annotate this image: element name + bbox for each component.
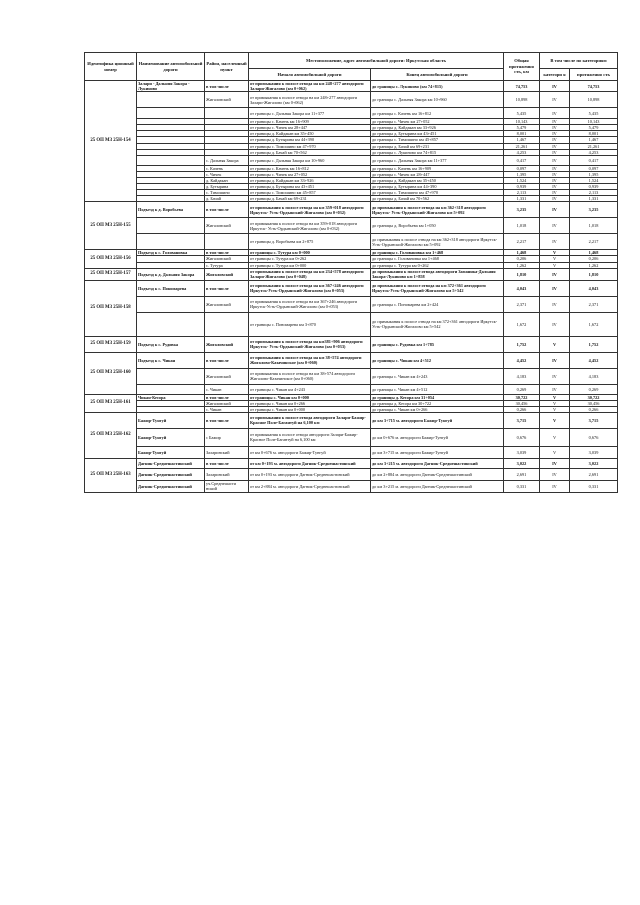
category-length-cell: 1,752	[570, 336, 618, 352]
category-length-cell: 0,269	[570, 384, 618, 394]
start-cell: от границы с. Чичек км 28+447	[249, 125, 371, 131]
total-length-cell: 1,331	[504, 196, 540, 202]
end-cell: до границы д. Бачай км 69+231	[371, 143, 504, 149]
total-length-cell: 3,235	[504, 202, 540, 218]
district-cell: с. Чикан	[205, 384, 249, 394]
category-cell: IV	[540, 143, 570, 149]
end-cell: до границы д. Кеєора км 31+054	[371, 394, 504, 400]
road-name-cell: Бажир-Тунгуй	[137, 446, 205, 458]
district-cell: с. Тутура	[205, 262, 249, 268]
end-cell: до границы с. Пономарева км 2+424	[371, 296, 504, 312]
header-len: протяженно сть	[570, 69, 618, 81]
category-length-cell: 2,371	[570, 296, 618, 312]
category-length-cell: 4,452	[570, 352, 618, 368]
road-name-cell	[137, 218, 205, 234]
total-length-cell: 0,269	[504, 384, 540, 394]
road-name-cell	[137, 384, 205, 394]
road-id-cell: 25 ОП МЗ 25Н-156	[85, 250, 137, 268]
category-length-cell: 4,253	[570, 149, 618, 155]
end-cell: до границы с. Дальняя Закора км 10+960	[371, 92, 504, 108]
road-id-cell: 25 ОП МЗ 25Н-154	[85, 81, 137, 202]
category-length-cell: 2,217	[570, 234, 618, 250]
end-cell: до примыкания к полосе отвода на км 362+318 автодороги Иркутск-Усть-Ордынский-Жигалово км 5+092	[371, 234, 504, 250]
category-cell: IV	[540, 81, 570, 92]
table-row	[85, 202, 618, 218]
total-length-cell: 2,691	[504, 468, 540, 480]
category-cell: IV	[540, 165, 570, 171]
document-page	[84, 52, 617, 493]
total-length-cell: 3,715	[504, 412, 540, 428]
category-cell: IV	[540, 184, 570, 190]
start-cell: от границы с. Тимошино км 45+857	[249, 190, 371, 196]
road-name-cell	[137, 155, 205, 165]
total-length-cell: 1,752	[504, 336, 540, 352]
total-length-cell: 1,395	[504, 171, 540, 177]
start-cell: от примыкания к полосе отвода на км 38+574 автодороги Жигалово-Казачинское (км 0+060)	[249, 352, 371, 368]
total-length-cell: 1,468	[504, 250, 540, 256]
table-row	[85, 480, 618, 492]
start-cell: от границы с. Чичек км 27+052	[249, 171, 371, 177]
table-row	[85, 458, 618, 468]
category-cell: V	[540, 336, 570, 352]
district-cell: уч.Среднешасти нский	[205, 480, 249, 492]
start-cell: от границы с. Дальняя Закора км 10+960	[249, 155, 371, 165]
start-cell: от границы д. Бутырина км 43+451	[249, 184, 371, 190]
category-cell: IV	[540, 155, 570, 165]
district-cell: Жигаловский	[205, 336, 249, 352]
start-cell: от границы д. Бачай км 69+231	[249, 196, 371, 202]
end-cell: до границы с. Дальняя Закора км 11+377	[371, 155, 504, 165]
table-row	[85, 446, 618, 458]
category-length-cell: 3,039	[570, 446, 618, 458]
end-cell: до границы с. Лукиново км 74+815	[371, 149, 504, 155]
end-cell: до границы с. Головановка км 1+468	[371, 256, 504, 262]
table-row	[85, 312, 618, 336]
end-cell: до границы с. Тимошино км 47+970	[371, 190, 504, 196]
end-cell: до границы д. Кайдакан км 35+450	[371, 177, 504, 183]
total-length-cell: 2,371	[504, 296, 540, 312]
road-id-cell: 25 ОП МЗ 25Н-155	[85, 202, 137, 250]
district-cell: с. Тимошино	[205, 190, 249, 196]
total-length-cell: 0,417	[504, 155, 540, 165]
end-cell: до границы с. Чичек км 27+052	[371, 119, 504, 125]
category-cell: V	[540, 262, 570, 268]
start-cell: от границы с. Качень км 16+812	[249, 165, 371, 171]
road-name-cell: Дагник-Среднешастинский	[137, 458, 205, 468]
district-cell	[205, 312, 249, 336]
category-cell: IV	[540, 480, 570, 492]
start-cell: от границы с. Качень км 16+909	[249, 119, 371, 125]
road-id-cell: 25 ОП МЗ 25Н-163	[85, 458, 137, 492]
district-cell: Жигаловский	[205, 268, 249, 280]
district-cell: Заларинский	[205, 468, 249, 480]
end-cell: до границы д. Кайдакан км 33+926	[371, 125, 504, 131]
end-cell: до границы с. Качень км 16+812	[371, 108, 504, 119]
end-cell: до границы д. Бутырина км 43+451	[371, 131, 504, 137]
category-length-cell: 1,468	[570, 250, 618, 256]
header-location: Местоположение, адрес автомобильной дороги: Иркутская область	[249, 53, 504, 69]
road-id-cell: 25 ОП МЗ 25Н-162	[85, 412, 137, 458]
road-id-cell: 25 ОП МЗ 25Н-160	[85, 352, 137, 394]
total-length-cell: 0,331	[504, 480, 540, 492]
table-row	[85, 108, 618, 119]
total-length-cell: 3,039	[504, 446, 540, 458]
start-cell: от примыкания к полосе отвода на км 367+246 автодороги Иркутск-Усть-Ордынский-Жигалово (км 0+053)	[249, 296, 371, 312]
total-length-cell: 0,206	[504, 256, 540, 262]
category-cell: IV	[540, 218, 570, 234]
header-end: Конец автомобильной дороги	[371, 69, 504, 81]
end-cell: до границы с. Чикан км 4+512	[371, 384, 504, 394]
road-id-cell: 25 ОП МЗ 25Н-158	[85, 280, 137, 336]
district-cell: Жигаловский	[205, 296, 249, 312]
end-cell: до км 3+215 м. автодороги Дагник-Среднешастинский	[371, 480, 504, 492]
road-name-cell: Подъезд к д. Воробьева	[137, 202, 205, 218]
start-cell: от примыкания к полосе отвода на км 359+018 автодороги Иркутск- Усть-Ордынский-Жигалово (км 0+032)	[249, 218, 371, 234]
road-name-cell: Подъезд к с. Чикан	[137, 352, 205, 368]
category-cell: IV	[540, 202, 570, 218]
total-length-cell: 4,452	[504, 352, 540, 368]
district-cell: в том числе	[205, 352, 249, 368]
total-length-cell: 21,261	[504, 143, 540, 149]
roads-table	[84, 52, 618, 493]
category-cell: IV	[540, 108, 570, 119]
table-row	[85, 412, 618, 428]
total-length-cell: 10,143	[504, 119, 540, 125]
end-cell: до границы с. Чикан км 4+243	[371, 368, 504, 384]
start-cell: от границы с. Дальняя Закора км 11+377	[249, 108, 371, 119]
header-district: Район, населенный пункт	[205, 53, 249, 81]
category-length-cell: 3,235	[570, 202, 618, 218]
category-cell: V	[540, 256, 570, 262]
total-length-cell: 5,435	[504, 108, 540, 119]
road-name-cell: Бажир-Тунгуй	[137, 412, 205, 428]
start-cell: от границы д. Бачай км 70+562	[249, 149, 371, 155]
start-cell: от км 2+884 м. автодороги Дагник-Среднешастинский	[249, 480, 371, 492]
start-cell: от км 0+676 м. автодороги Бажир-Тунгуй	[249, 446, 371, 458]
end-cell: до примыкания к полосе отвода автодороги Заманнка-Дальняя Закора-Лукиново км 1+858	[371, 268, 504, 280]
table-row	[85, 336, 618, 352]
road-name-cell	[137, 234, 205, 250]
category-length-cell: 1,810	[570, 268, 618, 280]
total-length-cell: 30,456	[504, 400, 540, 406]
end-cell: до границы с. Лукиново (км 74+815)	[371, 81, 504, 92]
end-cell: до границы с. Головановка км 1+468	[371, 250, 504, 256]
total-length-cell: 10,898	[504, 92, 540, 108]
road-name-cell	[137, 368, 205, 384]
district-cell: в том числе	[205, 250, 249, 256]
total-length-cell: 2,217	[504, 234, 540, 250]
category-length-cell: 0,206	[570, 256, 618, 262]
category-length-cell: 30,722	[570, 394, 618, 400]
road-name-cell: Подъезд к д. Дальняя Закора	[137, 268, 205, 280]
district-cell: д. Бачай	[205, 196, 249, 202]
road-name-cell	[137, 108, 205, 119]
start-cell: от примыкания к полосе отвода на км 248+277 автодороги Залари-Жигалово (км 0+062)	[249, 92, 371, 108]
header-cat: категори я	[540, 69, 570, 81]
start-cell: от примыкания к полосе отвода на км 234+578 автодороги Залари-Жигалово (км 0+048)	[249, 268, 371, 280]
category-cell: IV	[540, 137, 570, 143]
end-cell: до границы с. Чикан км 0+266	[371, 406, 504, 412]
table-row	[85, 352, 618, 368]
district-cell	[205, 234, 249, 250]
total-length-cell: 1,262	[504, 262, 540, 268]
category-length-cell: 0,939	[570, 184, 618, 190]
district-cell: с. Качень	[205, 165, 249, 171]
end-cell: до км 3+715 м. автодороги Бажир-Тунгуй	[371, 446, 504, 458]
start-cell: от границы д. Бутырина км 44+390	[249, 137, 371, 143]
start-cell: от границы д. Воробьева км 2+875	[249, 234, 371, 250]
end-cell: до км 3+215 м. автодороги Дагник-Среднешастинский	[371, 458, 504, 468]
category-length-cell: 4,043	[570, 280, 618, 296]
category-cell: IV	[540, 468, 570, 480]
category-length-cell: 4,183	[570, 368, 618, 384]
total-length-cell: 0,939	[504, 184, 540, 190]
category-length-cell: 0,097	[570, 165, 618, 171]
category-cell: IV	[540, 92, 570, 108]
category-length-cell: 21,261	[570, 143, 618, 149]
category-length-cell: 2,113	[570, 190, 618, 196]
category-length-cell: 1,262	[570, 262, 618, 268]
start-cell: от примыкания к полосе отвода на км381+906 автодороги Иркутск- Усть-Ордынский-Жигалово (км 0+033)	[249, 336, 371, 352]
district-cell: Жигаловский	[205, 256, 249, 262]
road-name-cell: Бажир-Тунгуй	[137, 428, 205, 446]
road-name-cell: Дагник-Среднешастинский	[137, 480, 205, 492]
start-cell: от примыкания к полосе отвода автодороги Залари-Бажир-Красное Поле-Багантуй на 6,100 км	[249, 428, 371, 446]
end-cell: до км 2+884 м. автодороги Дагник-Среднешастинский	[371, 468, 504, 480]
category-cell: IV	[540, 131, 570, 137]
category-length-cell: 1,018	[570, 218, 618, 234]
table-row	[85, 280, 618, 296]
category-length-cell: 2,691	[570, 468, 618, 480]
total-length-cell: 8,001	[504, 131, 540, 137]
category-cell: V	[540, 394, 570, 400]
total-length-cell: 2,113	[504, 190, 540, 196]
total-length-cell: 5,479	[504, 125, 540, 131]
category-cell: V	[540, 406, 570, 412]
table-row	[85, 296, 618, 312]
table-row	[85, 428, 618, 446]
category-cell: IV	[540, 177, 570, 183]
district-cell: д. Кайдакан	[205, 177, 249, 183]
category-length-cell: 74,753	[570, 81, 618, 92]
category-length-cell: 5,435	[570, 108, 618, 119]
start-cell: от примыкания к полосе отвода на км 359+018 автодороги Иркутск- Усть-Ордынский-Жигалово (км 0+032)	[249, 202, 371, 218]
category-cell: IV	[540, 384, 570, 394]
end-cell: до границы д. Кеєора км 30+722	[371, 400, 504, 406]
total-length-cell: 3,022	[504, 458, 540, 468]
district-cell: в том числе	[205, 81, 249, 92]
end-cell: до км 0+676 м. автодороги Бажир-Тунгуй	[371, 428, 504, 446]
category-cell: V	[540, 428, 570, 446]
category-length-cell: 1,524	[570, 177, 618, 183]
category-length-cell: 0,417	[570, 155, 618, 165]
category-cell: IV	[540, 196, 570, 202]
district-cell: в том числе	[205, 458, 249, 468]
category-cell: IV	[540, 352, 570, 368]
category-cell: IV	[540, 268, 570, 280]
road-id-cell: 25 ОП МЗ 25Н-161	[85, 394, 137, 412]
category-cell: V	[540, 446, 570, 458]
total-length-cell: 0,097	[504, 165, 540, 171]
category-length-cell: 30,456	[570, 400, 618, 406]
table-row	[85, 234, 618, 250]
category-cell: V	[540, 250, 570, 256]
road-name-cell	[137, 296, 205, 312]
road-name-cell	[137, 312, 205, 336]
category-cell: V	[540, 400, 570, 406]
category-cell: IV	[540, 190, 570, 196]
district-cell: с. Дальняя Закора	[205, 155, 249, 165]
table-row	[85, 81, 618, 92]
district-cell: Жигаловский	[205, 400, 249, 406]
district-cell: Заларинский	[205, 446, 249, 458]
end-cell: до границы д. Бутырина км 44+390	[371, 184, 504, 190]
end-cell: до границы с. Качень км 16+909	[371, 165, 504, 171]
district-cell: с. Чикан	[205, 406, 249, 412]
end-cell: до примыкания к полосе отвода на км 372+361 автодороги Иркутск-Усть-Ордынский-Жигалово км 5+542	[371, 280, 504, 296]
category-length-cell: 10,143	[570, 119, 618, 125]
district-cell: д. Бутырина	[205, 184, 249, 190]
header-incl: В том числе по категориям	[540, 53, 618, 69]
district-cell: Жигаловский	[205, 368, 249, 384]
road-name-cell: Дагник-Среднешастинский	[137, 468, 205, 480]
start-cell: от примыкания к полосе отвода на км 367+246 автодороги Иркутск-Усть-Ордынский-Жигалово (км 0+053)	[249, 280, 371, 296]
category-length-cell: 10,898	[570, 92, 618, 108]
total-length-cell: 1,672	[504, 312, 540, 336]
total-length-cell: 4,043	[504, 280, 540, 296]
road-name-cell: Подъезд к с. Пономарева	[137, 280, 205, 296]
district-cell: Жигаловский	[205, 218, 249, 234]
category-cell: IV	[540, 149, 570, 155]
end-cell: до примыкания к полосе отвода на км 362+318 автодороги Иркутск- Усть-Ордынский-Жигалово км 5+092	[371, 202, 504, 218]
total-length-cell: 1,810	[504, 268, 540, 280]
table-row	[85, 92, 618, 108]
total-length-cell: 1,524	[504, 177, 540, 183]
category-cell: IV	[540, 296, 570, 312]
total-length-cell: 1,018	[504, 218, 540, 234]
category-cell: IV	[540, 368, 570, 384]
category-cell: IV	[540, 458, 570, 468]
start-cell: от примыкания к полосе отвода на км 38+574 автодороги Жигалово-Казачинское (км 0+060)	[249, 368, 371, 384]
total-length-cell: 30,722	[504, 394, 540, 400]
category-length-cell: 1,672	[570, 312, 618, 336]
start-cell: от границы д. Кайдакан км 33+926	[249, 177, 371, 183]
end-cell: до примыкания к полосе отвода на км 372+361 автодороги Иркутск-Усть-Ордынский-Жигалово км 5+542	[371, 312, 504, 336]
start-cell: от границы с. Чикан км 4+243	[249, 384, 371, 394]
category-length-cell: 0,676	[570, 428, 618, 446]
table-row	[85, 268, 618, 280]
header-id: Идентифика ционный номер	[85, 53, 137, 81]
category-cell: IV	[540, 280, 570, 296]
start-cell: от границы с. Чикан км 0+266	[249, 400, 371, 406]
district-cell: с. Чичек	[205, 171, 249, 177]
road-name-cell: Чикан-Кеєора	[137, 394, 205, 400]
road-name-cell: Подъезд к с. Головановка	[137, 250, 205, 256]
start-cell: от примыкания к полосе отвода автодороги Залари-Бажир-Красное Поле-Багантуй на 6,100 км	[249, 412, 371, 428]
total-length-cell: 4,253	[504, 149, 540, 155]
category-length-cell: 8,001	[570, 131, 618, 137]
road-name-cell	[137, 92, 205, 108]
start-cell: от границы с. Чикан км 0+000	[249, 406, 371, 412]
end-cell: до границы д. Бачай км 70+562	[371, 196, 504, 202]
category-length-cell: 5,479	[570, 125, 618, 131]
end-cell: до границы с. Тимошино км 45+857	[371, 137, 504, 143]
start-cell: от границы с. Чикан км 0+000	[249, 394, 371, 400]
district-cell: в том числе	[205, 280, 249, 296]
total-length-cell: 74,753	[504, 81, 540, 92]
end-cell: до границы с. Тутура км 0+262	[371, 262, 504, 268]
category-length-cell: 3,022	[570, 458, 618, 468]
header-name: Наименование автомобильной дороги	[137, 53, 205, 81]
category-cell: V	[540, 412, 570, 428]
table-body	[85, 81, 618, 493]
total-length-cell: 0,676	[504, 428, 540, 446]
end-cell: до границы с. Чикан км 4+512	[371, 352, 504, 368]
category-cell: IV	[540, 234, 570, 250]
district-cell: в том числе	[205, 412, 249, 428]
road-id-cell: 25 ОП МЗ 25Н-157	[85, 268, 137, 280]
category-length-cell: 0,266	[570, 406, 618, 412]
start-cell: от границы с. Тутура км 0+262	[249, 256, 371, 262]
total-length-cell: 4,183	[504, 368, 540, 384]
table-row	[85, 384, 618, 394]
district-cell: Жигаловский	[205, 92, 249, 108]
category-length-cell: 3,715	[570, 412, 618, 428]
category-length-cell: 1,467	[570, 137, 618, 143]
start-cell: от границы с. Тутура км 0+000	[249, 250, 371, 256]
category-cell: IV	[540, 125, 570, 131]
road-name-cell: Подъезд к с. Рудовка	[137, 336, 205, 352]
category-length-cell: 0,331	[570, 480, 618, 492]
category-cell: IV	[540, 171, 570, 177]
category-length-cell: 1,395	[570, 171, 618, 177]
table-row	[85, 368, 618, 384]
start-cell: от границы с. Пономарева км 3+870	[249, 312, 371, 336]
start-cell: от примыкания к полосе отвода на км 248+277 автодороги Залари-Жигалово (км 0+062)	[249, 81, 371, 92]
end-cell: до границы с. Рудовка км 1+785	[371, 336, 504, 352]
category-cell: IV	[540, 119, 570, 125]
district-cell: с Бажир	[205, 428, 249, 446]
end-cell: до км 3+715 м. автодороги Бажир-Тунгуй	[371, 412, 504, 428]
table-row	[85, 468, 618, 480]
road-id-cell: 25 ОП МЗ 25Н-159	[85, 336, 137, 352]
district-cell	[205, 108, 249, 119]
start-cell: от км 0+193 м. автодороги Дагник-Среднешастинский	[249, 458, 371, 468]
category-cell: IV	[540, 312, 570, 336]
start-cell: от границы с. Тимошино км 47+970	[249, 143, 371, 149]
header-length: Общая протяженно сть, км	[504, 53, 540, 81]
start-cell: от км 0+193 м. автодороги Дагник-Среднешастинский	[249, 468, 371, 480]
table-row	[85, 155, 618, 165]
end-cell: до границы с. Чичек км 28+447	[371, 171, 504, 177]
start-cell: от границы д. Кайдакан км 35+450	[249, 131, 371, 137]
header-start: Начало автомобильной дороги	[249, 69, 371, 81]
total-length-cell: 0,266	[504, 406, 540, 412]
end-cell: до границы д. Воробьева км 1+050	[371, 218, 504, 234]
road-name-cell: Залари - Дальняя Закора - Лукиново	[137, 81, 205, 92]
category-length-cell: 1,331	[570, 196, 618, 202]
district-cell: в том числе	[205, 202, 249, 218]
district-cell: в том числе	[205, 394, 249, 400]
total-length-cell: 1,467	[504, 137, 540, 143]
start-cell: от границы с. Тутура км 0+000	[249, 262, 371, 268]
table-row	[85, 218, 618, 234]
